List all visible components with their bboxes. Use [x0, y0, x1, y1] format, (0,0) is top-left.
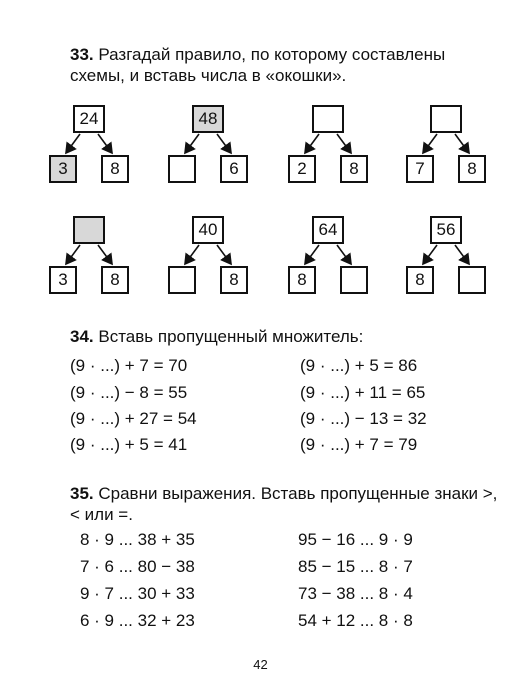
diagram-1-left-box[interactable]: 3 [49, 155, 77, 183]
task-34-number: 34. [70, 327, 94, 346]
task-35-number: 35. [70, 484, 94, 503]
diagram-2-right-box[interactable]: 6 [220, 155, 248, 183]
task-34-left-3: (9 · ...) + 27 = 54 [70, 409, 197, 428]
task-35-left-1: 8 · 9 ... 38 + 35 [80, 530, 195, 549]
arrow [185, 134, 199, 153]
arrow [455, 134, 469, 153]
task-34-left-1: (9 · ...) + 7 = 70 [70, 356, 188, 375]
arrow [98, 245, 112, 264]
task-34-right-4: (9 · ...) + 7 = 79 [300, 435, 418, 454]
page-number: 42 [253, 657, 268, 672]
arrow [185, 245, 199, 264]
diagram-7-right-box[interactable] [340, 266, 368, 294]
arrow [305, 245, 319, 264]
task-34-right-2: (9 · ...) + 11 = 65 [300, 383, 426, 402]
diagram-4-top-box[interactable] [430, 105, 462, 133]
diagram-6-left-box[interactable] [168, 266, 196, 294]
task-35-right-3: 73 − 38 ... 8 · 4 [298, 584, 413, 603]
arrow [337, 134, 351, 153]
arrow [423, 134, 437, 153]
diagram-5-left-box[interactable]: 3 [49, 266, 77, 294]
task-34-header [70, 326, 363, 347]
arrow [217, 245, 231, 264]
diagram-1-right-box[interactable]: 8 [101, 155, 129, 183]
task-35-header [70, 483, 500, 525]
arrow [305, 134, 319, 153]
arrow [455, 245, 469, 264]
task-34-left-2: (9 · ...) − 8 = 55 [70, 383, 188, 402]
task-35-right-4: 54 + 12 ... 8 · 8 [298, 611, 413, 630]
diagram-5-top-box[interactable] [73, 216, 105, 244]
task-34-text: Вставь пропущенный множитель: [98, 327, 364, 346]
task-34-right-3: (9 · ...) − 13 = 32 [300, 409, 427, 428]
diagram-3-right-box[interactable]: 8 [340, 155, 368, 183]
task-35-left-4: 6 · 9 ... 32 + 23 [80, 611, 195, 630]
diagram-5-right-box[interactable]: 8 [101, 266, 129, 294]
diagram-6-top-box[interactable]: 40 [192, 216, 224, 244]
diagram-8-top-box[interactable]: 56 [430, 216, 462, 244]
task-33-number: 33. [70, 45, 94, 64]
task-35-text: Сравни выражения. Вставь пропущенные знаки >, < или =. [70, 484, 498, 524]
arrow [423, 245, 437, 264]
task-35-left-3: 9 · 7 ... 30 + 33 [80, 584, 195, 603]
task-34-right-1: (9 · ...) + 5 = 86 [300, 356, 418, 375]
arrow [66, 134, 80, 153]
diagram-2-left-box[interactable] [168, 155, 196, 183]
arrow [98, 134, 112, 153]
arrow [217, 134, 231, 153]
diagram-3-top-box[interactable] [312, 105, 344, 133]
diagram-4-left-box[interactable]: 7 [406, 155, 434, 183]
task-35-right-1: 95 − 16 ... 9 · 9 [298, 530, 413, 549]
diagram-2-top-box[interactable]: 48 [192, 105, 224, 133]
task-35-left-2: 7 · 6 ... 80 − 38 [80, 557, 195, 576]
arrow [337, 245, 351, 264]
diagram-7-top-box[interactable]: 64 [312, 216, 344, 244]
diagram-7-left-box[interactable]: 8 [288, 266, 316, 294]
diagram-8-right-box[interactable] [458, 266, 486, 294]
task-33-header [70, 44, 500, 86]
diagram-8-left-box[interactable]: 8 [406, 266, 434, 294]
diagram-3-left-box[interactable]: 2 [288, 155, 316, 183]
diagram-1-top-box[interactable]: 24 [73, 105, 105, 133]
task-34-left-4: (9 · ...) + 5 = 41 [70, 435, 188, 454]
task-35-right-2: 85 − 15 ... 8 · 7 [298, 557, 413, 576]
task-33-text: Разгадай правило, по которому составлены схемы, и вставь числа в «окошки». [70, 45, 446, 85]
diagram-4-right-box[interactable]: 8 [458, 155, 486, 183]
arrow [66, 245, 80, 264]
diagram-6-right-box[interactable]: 8 [220, 266, 248, 294]
